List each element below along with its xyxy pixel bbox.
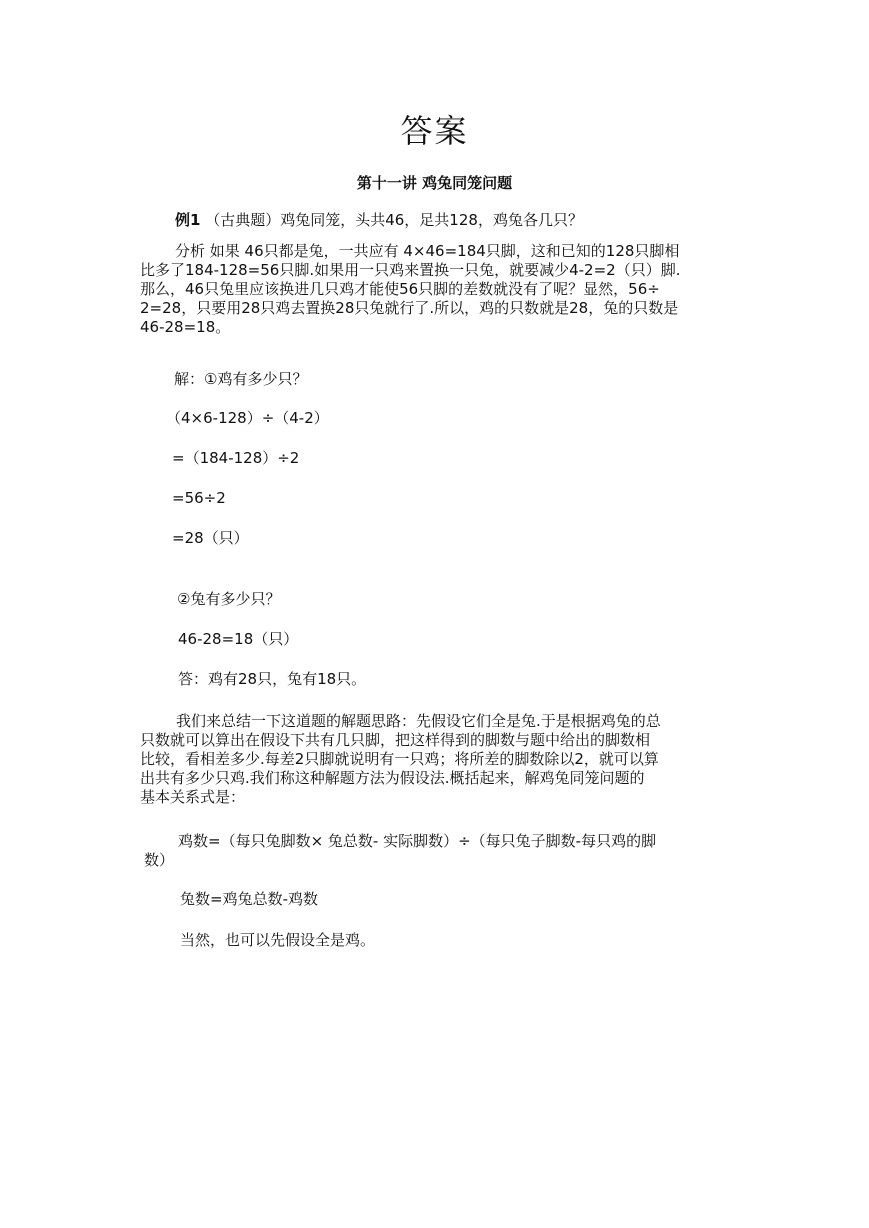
analysis-line: 46-28=18。 <box>140 318 231 336</box>
solution-question-1: 解：①鸡有多少只？ <box>174 370 308 388</box>
rabbit-formula: 兔数=鸡兔总数-鸡数 <box>180 890 318 908</box>
solution-step-1: （4×6-128）÷（4-2） <box>166 409 329 427</box>
closing-note: 当然，也可以先假设全是鸡。 <box>180 931 376 949</box>
summary-line: 只数就可以算出在假设下共有几只脚，把这样得到的脚数与题中给出的脚数相 <box>140 731 651 749</box>
solution-step-2: =（184-128）÷2 <box>172 449 300 467</box>
summary-line: 比较，看相差多少.每差2只脚就说明有一只鸡；将所差的脚数除以2，就可以算 <box>140 750 659 768</box>
analysis-line: 那么，46只兔里应该换进几只鸡才能使56只脚的差数就没有了呢？显然，56÷ <box>140 280 660 298</box>
analysis-line: 2=28，只要用28只鸡去置换28只兔就行了.所以，鸡的只数就是28，兔的只数是 <box>140 299 679 317</box>
solution-step-5: 46-28=18（只） <box>178 630 299 648</box>
page-title: 答案 <box>400 112 469 150</box>
solution-step-3: =56÷2 <box>172 489 226 507</box>
summary-line: 我们来总结一下这道题的解题思路：先假设它们全是兔.于是根据鸡兔的总 <box>176 712 661 730</box>
summary-paragraph <box>140 712 661 807</box>
analysis-line: 分析 如果 46只都是兔，一共应有 4×46=184只脚，这和已知的128只脚相 <box>175 242 680 260</box>
analysis-paragraph <box>140 242 680 337</box>
example-text: （古典题）鸡兔同笼，头共46，足共128，鸡兔各几只？ <box>205 211 583 229</box>
summary-line: 出共有多少只鸡.我们称这种解题方法为假设法.概括起来，解鸡兔同笼问题的 <box>140 769 645 787</box>
solution-answer: 答：鸡有28只，兔有18只。 <box>178 670 367 688</box>
analysis-line: 比多了184-128=56只脚.如果用一只鸡来置换一只兔，就要减少4-2=2（只）脚. <box>140 261 681 279</box>
formula-line: 数） <box>144 851 175 869</box>
example-label: 例1 <box>175 211 201 229</box>
solution-step-4: =28（只） <box>172 529 249 547</box>
formula-paragraph <box>144 832 656 870</box>
solution-question-2: ②兔有多少只？ <box>177 590 281 608</box>
lesson-title: 第十一讲 鸡兔同笼问题 <box>356 174 513 192</box>
example-line <box>175 211 583 230</box>
summary-line: 基本关系式是： <box>140 788 246 806</box>
formula-line: 鸡数=（每只兔脚数× 兔总数- 实际脚数）÷（每只兔子脚数-每只鸡的脚 <box>178 832 657 850</box>
